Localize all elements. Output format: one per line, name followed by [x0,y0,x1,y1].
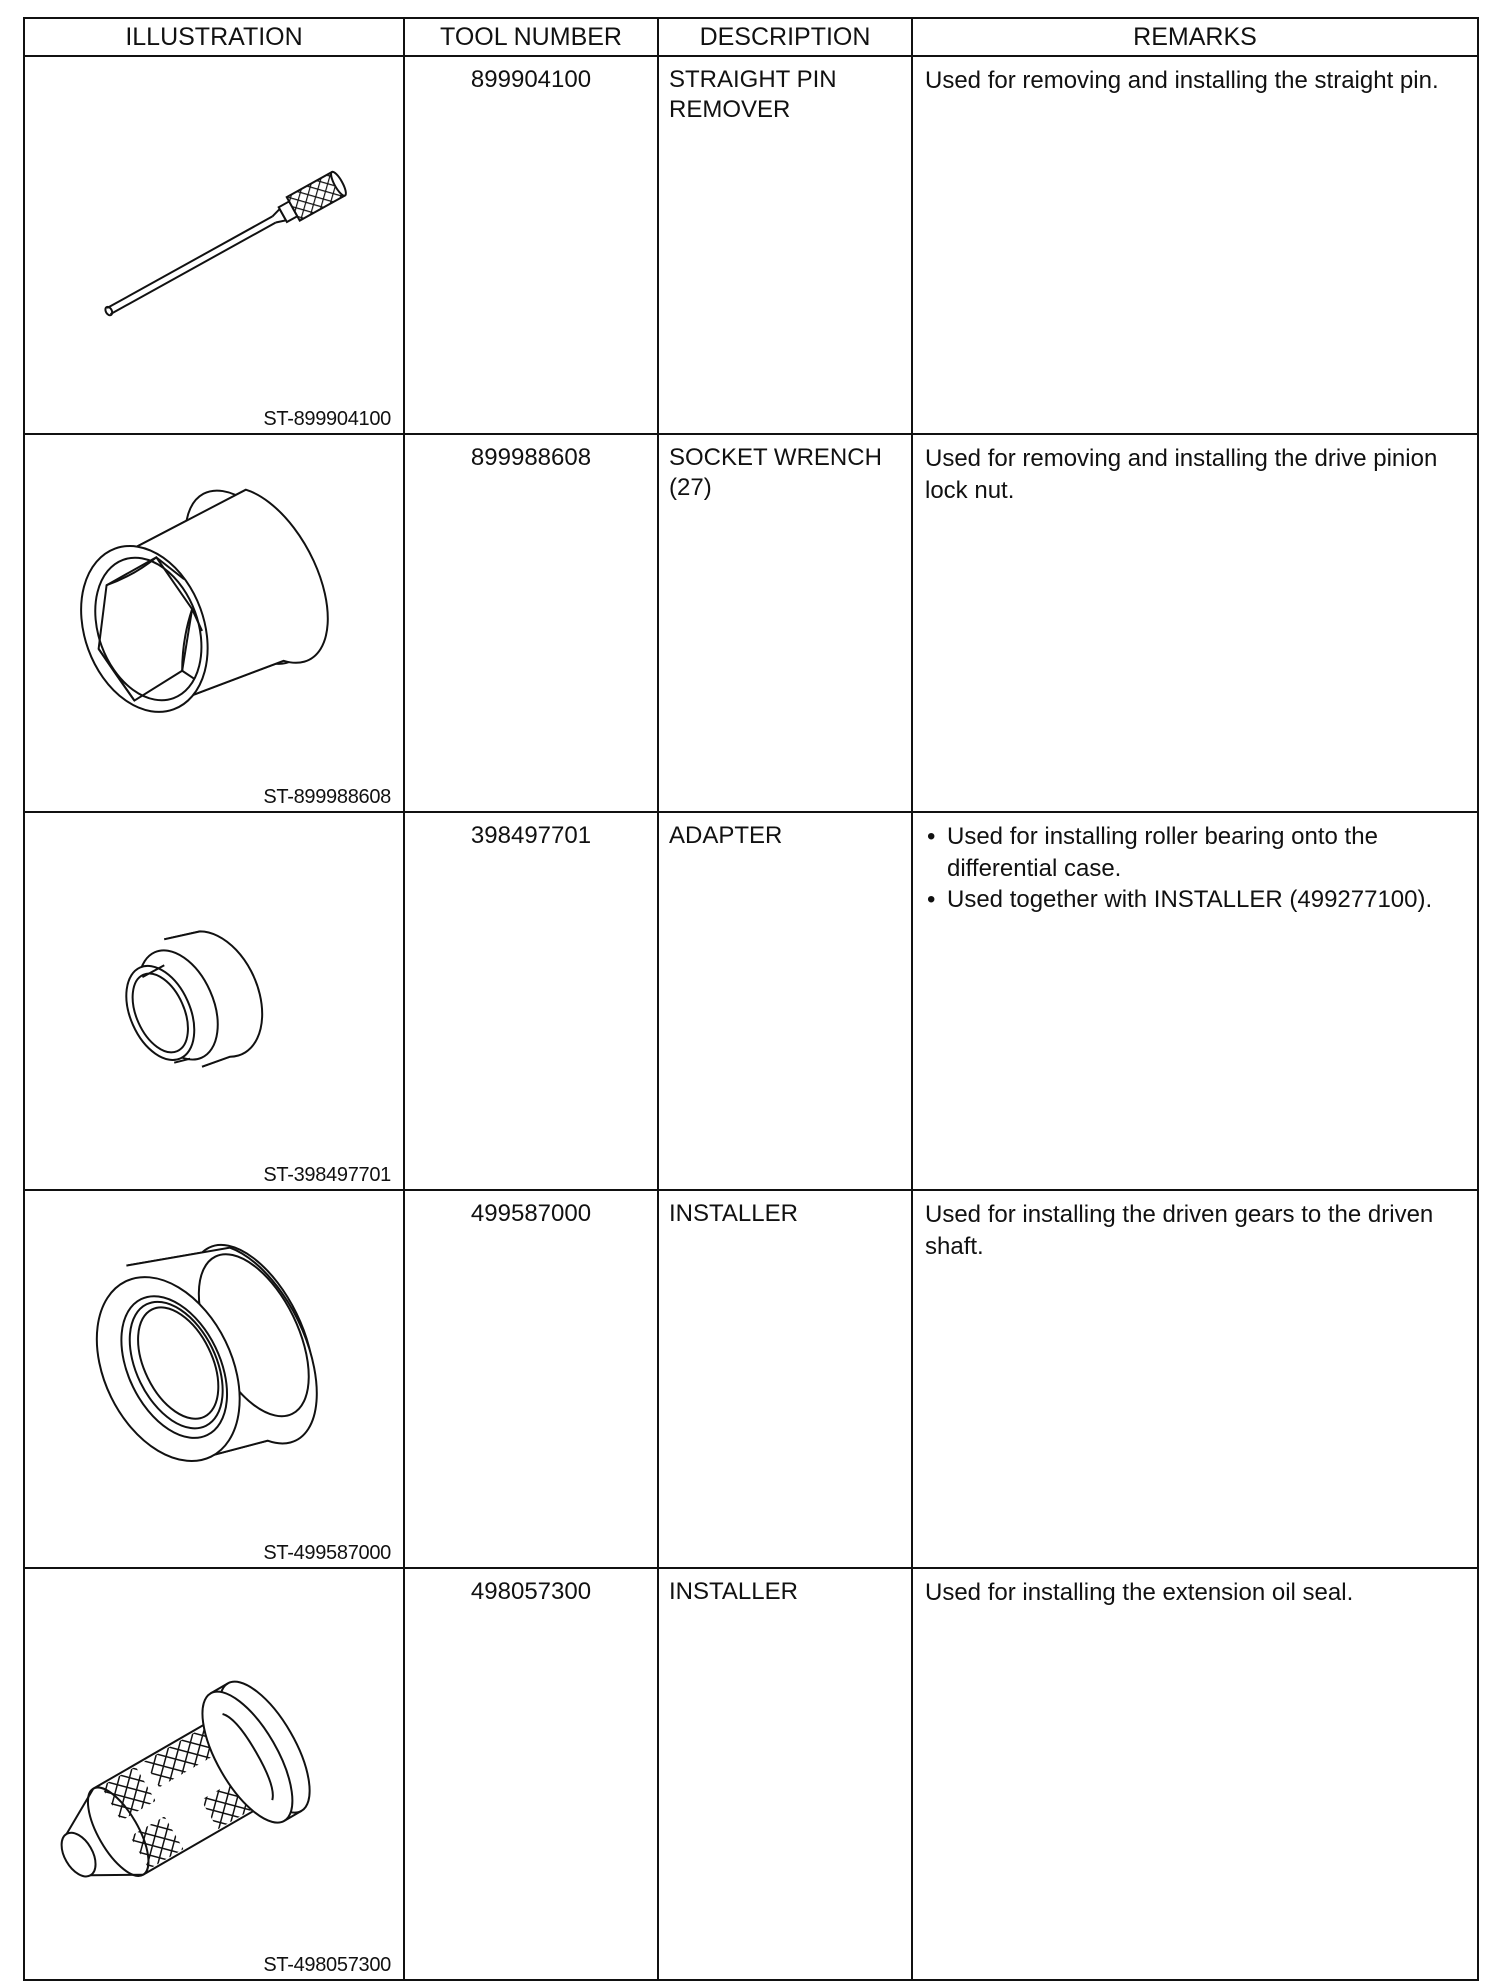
tool-number: 899988608 [404,434,658,812]
list-item: • Used for installing roller bearing onto the differential case. [925,821,1467,884]
tool-number: 498057300 [404,1568,658,1980]
special-tools-table [23,17,1479,1981]
adapter-illustration [25,813,403,1189]
header-tool-number: TOOL NUMBER [404,18,658,56]
description: SOCKET WRENCH (27) [658,434,912,812]
illustration-code: ST-899904100 [263,408,391,430]
tool-number: 899904100 [404,56,658,434]
remarks-list [925,821,1467,916]
illustration-code: ST-499587000 [263,1542,391,1564]
table-row [24,812,1478,1190]
illustration-code: ST-498057300 [263,1954,391,1976]
description: INSTALLER [658,1190,912,1568]
table-row [24,1568,1478,1980]
description: ADAPTER [658,812,912,1190]
description: INSTALLER [658,1568,912,1980]
installer-ring-illustration [25,1191,403,1567]
list-item: • Used together with INSTALLER (499277100). [925,884,1467,916]
straight-pin-remover-illustration [25,57,403,433]
illustration-cell [24,1568,404,1980]
remarks: Used for removing and installing the straight pin. [912,56,1478,434]
illustration-cell [24,812,404,1190]
table-row [24,1190,1478,1568]
tool-number: 499587000 [404,1190,658,1568]
illustration-code: ST-398497701 [263,1164,391,1186]
header-row [24,18,1478,56]
header-description: DESCRIPTION [658,18,912,56]
remarks [912,812,1478,1190]
illustration-cell [24,56,404,434]
socket-wrench-illustration [25,435,403,811]
tool-number: 398497701 [404,812,658,1190]
header-remarks: REMARKS [912,18,1478,56]
installer-knurled-illustration [25,1569,403,1979]
description: STRAIGHT PIN REMOVER [658,56,912,434]
illustration-cell [24,434,404,812]
illustration-cell [24,1190,404,1568]
header-illustration: ILLUSTRATION [24,18,404,56]
table-row [24,434,1478,812]
remarks: Used for installing the driven gears to the driven shaft. [912,1190,1478,1568]
remarks: Used for installing the extension oil seal. [912,1568,1478,1980]
remarks: Used for removing and installing the drive pinion lock nut. [912,434,1478,812]
table-row [24,56,1478,434]
illustration-code: ST-899988608 [263,786,391,808]
